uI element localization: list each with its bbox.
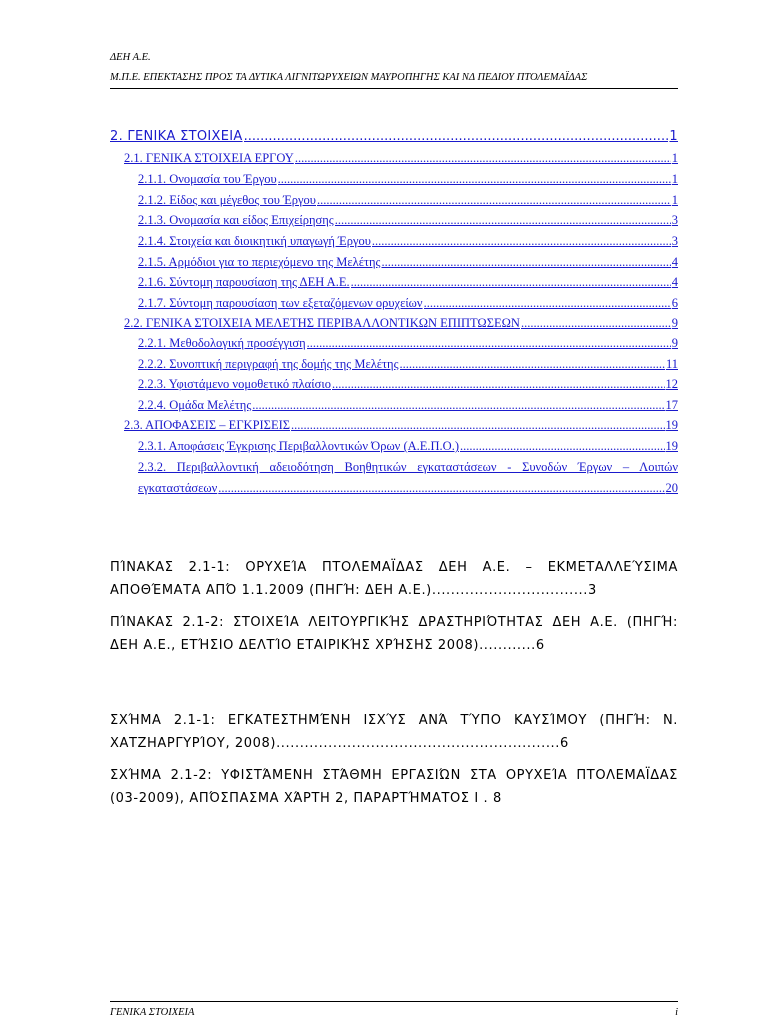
toc-entry-2-3[interactable] xyxy=(124,418,678,433)
toc-entry-2-2-1[interactable] xyxy=(138,336,678,351)
toc-entry-label: 2.1. ΓΕΝΙΚΑ ΣΤΟΙΧΕΙΑ ΕΡΓΟΥ xyxy=(124,151,294,165)
toc-entry-label: 2.1.5. Αρμόδιοι για το περιεχόμενο της Μελέτης xyxy=(138,255,381,269)
toc-page: 17 xyxy=(665,398,678,412)
toc-entry-label: 2.2. ΓΕΝΙΚΑ ΣΤΟΙΧΕΙΑ ΜΕΛΕΤΗΣ ΠΕΡΙΒΑΛΛΟΝΤΙΚΩΝ ΕΠΙΠΤΩΣΕΩΝ xyxy=(124,316,520,330)
toc-entry-2-1[interactable] xyxy=(124,151,678,166)
toc-entry-2-1-3[interactable] xyxy=(138,213,678,228)
toc-entry-label-continued: εγκαταστάσεων xyxy=(138,481,218,495)
toc-leader xyxy=(291,418,664,433)
toc-page: 20 xyxy=(665,481,678,495)
toc-page: 9 xyxy=(671,336,678,350)
figure-list-entry[interactable]: ΣΧΉΜΑ 2.1-2: ΥΦΙΣΤΆΜΕΝΗ ΣΤΆΘΜΗ ΕΡΓΑΣΙΏΝ ΣΤΑ ΟΡΥΧΕΊΑ ΠΤΟΛΕΜΑΪΔΑΣ (03-2009), ΑΠΌΣΠΑΣΜΑ ΧΆΡΤΗ 2, ΠΑΡΑΡΤΉΜΑΤΟΣ Ι . 8 xyxy=(110,768,678,806)
toc-entry-2-2-3[interactable] xyxy=(138,377,678,392)
toc-entry-label: 2.1.3. Ονομασία και είδος Επιχείρησης xyxy=(138,213,334,227)
toc-page: 1 xyxy=(671,172,678,186)
toc-entry-2-1-7[interactable] xyxy=(138,296,678,311)
toc-leader xyxy=(307,336,671,351)
toc-leader xyxy=(252,398,664,413)
toc-leader xyxy=(381,255,670,270)
running-footer-section: ΓΕΝΙΚΑ ΣΤΟΙΧΕΙΑ xyxy=(110,1007,195,1018)
toc-leader xyxy=(521,316,671,331)
toc-entry-2-2-2[interactable] xyxy=(138,357,678,372)
toc-leader xyxy=(424,296,671,311)
toc-entry-label: 2.3.2. Περιβαλλοντική αδειοδότηση Βοηθητικών εγκαταστάσεων - Συνοδών Έργων – Λοιπών xyxy=(138,460,678,474)
toc-page: 3 xyxy=(671,213,678,227)
toc-page: 3 xyxy=(671,234,678,248)
toc-entry-label: 2.2.4. Ομάδα Μελέτης xyxy=(138,398,252,412)
toc-entry-label: 2.1.7. Σύντομη παρουσίαση των εξεταζόμενων ορυχείων xyxy=(138,296,423,310)
toc-page: 1 xyxy=(671,193,678,207)
toc-leader xyxy=(218,481,664,496)
toc-entry-label: 2.2.3. Υφιστάμενο νομοθετικό πλαίσιο xyxy=(138,377,331,391)
toc-page: 1 xyxy=(671,151,678,165)
toc-leader xyxy=(400,357,665,372)
toc-entry-2-3-1[interactable] xyxy=(138,439,678,454)
toc-entry-2-1-4[interactable] xyxy=(138,234,678,249)
toc-entry-label: 2.3. ΑΠΟΦΑΣΕΙΣ – ΕΓΚΡΙΣΕΙΣ xyxy=(124,418,291,432)
toc-entry-2-3-2[interactable] xyxy=(138,460,678,475)
toc-entry-label: 2.2.1. Μεθοδολογική προσέγγιση xyxy=(138,336,306,350)
footer-rule xyxy=(110,1001,678,1002)
running-header-title: Μ.Π.Ε. ΕΠΕΚΤΑΣΗΣ ΠΡΟΣ ΤΑ ΔΥΤΙΚΑ ΛΙΓΝΙΤΩΡΥΧΕΙΩΝ ΜΑΥΡΟΠΗΓΗΣ ΚΑΙ ΝΔ ΠΕΔΙΟΥ ΠΤΟΛΕΜΑΪΔΑΣ xyxy=(110,72,588,83)
toc-leader xyxy=(351,275,671,290)
running-header-company: ΔΕΗ Α.Ε. xyxy=(110,52,151,63)
toc-entry-label: 2.1.6. Σύντομη παρουσίαση της ΔΕΗ Α.Ε. xyxy=(138,275,350,289)
toc-leader xyxy=(335,213,671,228)
table-list-entry[interactable]: ΠΊΝΑΚΑΣ 2.1-2: ΣΤΟΙΧΕΊΑ ΛΕΙΤΟΥΡΓΙΚΉΣ ΔΡΑΣΤΗΡΙΌΤΗΤΑΣ ΔΕΗ Α.Ε. (ΠΗΓΉ: ΔΕΗ Α.Ε., ΕΤΉΣΙΟ ΔΕΛΤΊΟ ΕΤΑΙΡΙΚΉΣ ΧΡΉΣΗΣ 2008)............6 xyxy=(110,615,678,653)
toc-page: 9 xyxy=(671,316,678,330)
toc-page: 12 xyxy=(665,377,678,391)
toc-entry-2-1-1[interactable] xyxy=(138,172,678,187)
toc-page: 11 xyxy=(665,357,678,371)
toc-leader xyxy=(295,151,671,166)
toc-page: 19 xyxy=(665,418,678,432)
toc-entry-2-1-2[interactable] xyxy=(138,193,678,208)
toc-leader xyxy=(278,172,671,187)
toc-entry-label: 2.1.1. Ονομασία του Έργου xyxy=(138,172,277,186)
toc-entry-label: 2.1.2. Είδος και μέγεθος του Έργου xyxy=(138,193,316,207)
toc-leader xyxy=(317,193,671,208)
figure-list-entry[interactable]: ΣΧΉΜΑ 2.1-1: ΕΓΚΑΤΕΣΤΗΜΈΝΗ ΙΣΧΎΣ ΑΝΆ ΤΎΠΟ ΚΑΥΣΊΜΟΥ (ΠΗΓΉ: Ν. ΧΑΤΖΗΑΡΓΥΡΊΟΥ, 2008)............................................................6 xyxy=(110,713,678,751)
toc-entry-2[interactable] xyxy=(110,129,678,144)
toc-page: 6 xyxy=(671,296,678,310)
page-number: i xyxy=(675,1007,678,1018)
toc-entry-label: 2.2.2. Συνοπτική περιγραφή της δομής της Μελέτης xyxy=(138,357,399,371)
toc-entry-2-2-4[interactable] xyxy=(138,398,678,413)
toc-entry-2-3-2-continued[interactable] xyxy=(138,481,678,496)
toc-leader xyxy=(460,439,665,454)
toc-entry-label: 2. ΓΕΝΙΚΑ ΣΤΟΙΧΕΙΑ xyxy=(110,129,243,144)
toc-entry-2-1-5[interactable] xyxy=(138,255,678,270)
toc-leader xyxy=(244,129,669,144)
toc-page: 4 xyxy=(671,255,678,269)
toc-entry-label: 2.1.4. Στοιχεία και διοικητική υπαγωγή Έργου xyxy=(138,234,371,248)
toc-page: 1 xyxy=(669,129,678,144)
toc-entry-2-1-6[interactable] xyxy=(138,275,678,290)
toc-entry-label: 2.3.1. Αποφάσεις Έγκρισης Περιβαλλοντικών Όρων (Α.Ε.Π.Ο.) xyxy=(138,439,459,453)
toc-leader xyxy=(372,234,671,249)
toc-leader xyxy=(332,377,665,392)
toc-entry-2-2[interactable] xyxy=(124,316,678,331)
table-list-entry[interactable]: ΠΊΝΑΚΑΣ 2.1-1: ΟΡΥΧΕΊΑ ΠΤΟΛΕΜΑΪΔΑΣ ΔΕΗ Α.Ε. – ΕΚΜΕΤΑΛΛΕΎΣΙΜΑ ΑΠΟΘΈΜΑΤΑ ΑΠΌ 1.1.2009 (ΠΗΓΉ: ΔΕΗ Α.Ε.).................................3 xyxy=(110,560,678,598)
toc-page: 19 xyxy=(665,439,678,453)
header-rule xyxy=(110,88,678,89)
toc-page: 4 xyxy=(671,275,678,289)
